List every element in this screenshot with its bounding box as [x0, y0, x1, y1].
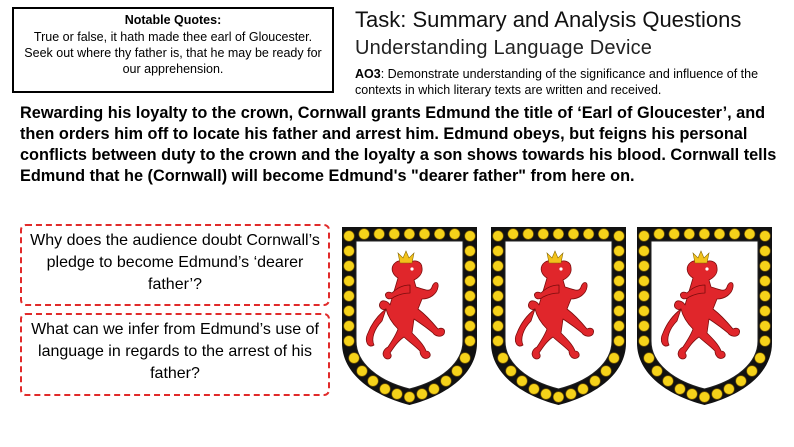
coat-of-arms-icon [338, 223, 481, 409]
task-title: Task: Summary and Analysis Questions [355, 7, 742, 32]
coat-of-arms-icon [487, 223, 630, 409]
question-box-1 [20, 224, 330, 306]
notable-quotes-text: True or false, it hath made thee earl of Gloucester. Seek out where thy father is, that he may be ready for our apprehension. [24, 30, 322, 76]
notable-quotes-title: Notable Quotes: [124, 13, 222, 27]
question-text-2: What can we infer from Edmund’s use of language in regards to the arrest of his father? [31, 321, 319, 382]
question-text-1: Why does the audience doubt Cornwall’s pledge to become Edmund’s ‘dearer father’? [30, 232, 320, 293]
ao3-label: AO3 [355, 67, 381, 81]
question-box-2 [20, 313, 330, 396]
ao3-text: : Demonstrate understanding of the significance and influence of the contexts in which literary texts are written and received. [355, 67, 759, 97]
task-subtitle: Understanding Language Device [355, 37, 653, 59]
ao3-objective [355, 66, 787, 98]
scene-summary: Rewarding his loyalty to the crown, Cornwall grants Edmund the title of ‘Earl of Gloucester’, and then orders him off to locate his father and arrest him. Edmund obeys, but feigns his personal conflicts between duty to the crown and the loyalty a son shows towards his blood. Cornwall tells Edmund that he (Cornwall) will become Edmund's "dearer father" from here on. [20, 104, 777, 185]
coat-of-arms-icon [633, 223, 776, 409]
notable-quotes-box [12, 7, 334, 93]
